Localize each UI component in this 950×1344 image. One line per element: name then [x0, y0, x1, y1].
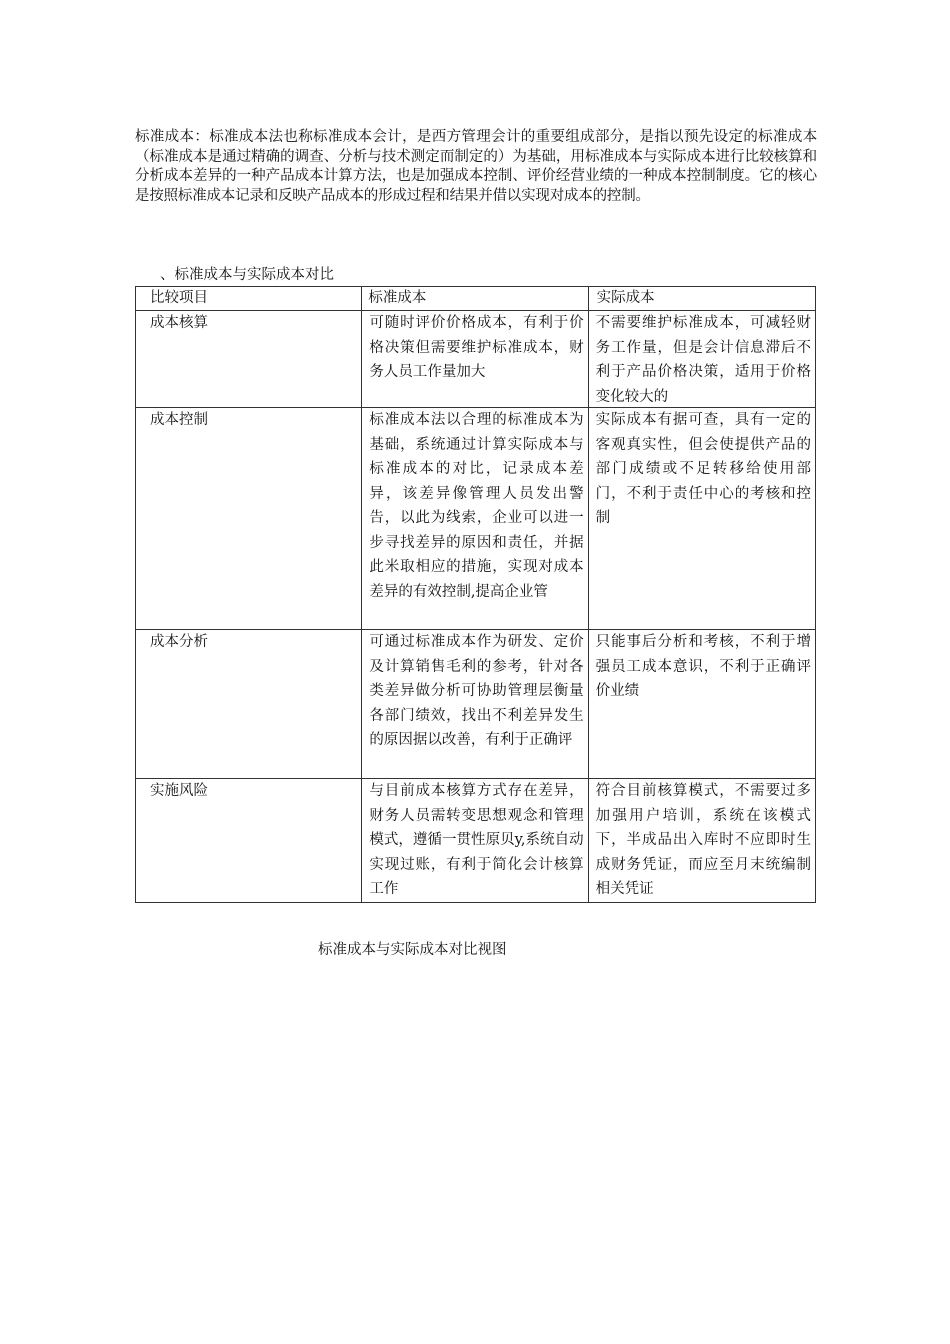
standard-cost-text: 标准成本法以合理的标准成本为基础，系统通过计算实际成本与标准成本的对比，记录成本差异，该差异像管理人员发出警告，以此为线索，企业可以进一步寻找差异的原因和责任，并据此米取相应的措施，实现对成本差异的有效控制,提高企业管 — [369, 412, 584, 600]
row-label: 实施风险 — [150, 783, 208, 799]
section-title: 、标准成本与实际成本对比 — [160, 267, 334, 283]
standard-cost-cell — [362, 630, 588, 779]
table-row — [136, 311, 816, 408]
table-header-row — [136, 287, 816, 311]
table-caption: 标准成本与实际成本对比视图 — [318, 942, 507, 958]
actual-cost-cell — [588, 311, 815, 408]
actual-cost-cell — [588, 630, 815, 779]
standard-cost-text: 与目前成本核算方式存在差异，财务人员需转变思想观念和管理模式，遵循一贯性原贝y,系统自动实现过账，有利于简化会计核算工作 — [369, 783, 584, 897]
row-label: 成本控制 — [150, 412, 208, 428]
header-actual-cost: 实际成本 — [588, 287, 815, 311]
header-standard-cost: 标准成本 — [362, 287, 588, 311]
intro-paragraph: 标准成本：标准成本法也称标准成本会计，是西方管理会计的重要组成部分，是指以预先设定的标准成本（标准成本是通过精确的调查、分析与技术测定而制定的）为基础，用标准成本与实际成本进行比较核算和分析成本差异的一种产品成本计算方法，也是加强成本控制、评价经营业绩的一种成本控制制度。它的核心是按照标准成本记录和反映产品成本的形成过程和结果并借以实现对成本的控制。 — [135, 129, 817, 204]
actual-cost-text: 只能事后分析和考核，不利于增强员工成本意识，不利于正确评价业绩 — [595, 634, 811, 699]
header-item: 比较项目 — [136, 287, 362, 311]
table-row — [136, 630, 816, 779]
row-label-cell — [136, 311, 362, 408]
comparison-table — [135, 286, 816, 903]
standard-cost-text: 可通过标准成本作为研发、定价及计算销售毛利的参考，针对各类差异做分析可协助管理层衡量各部门绩效，找出不利差异发生的原因据以改善，有利于正确评 — [369, 634, 584, 748]
table-row — [136, 408, 816, 630]
row-label: 成本核算 — [150, 315, 208, 331]
row-label-cell — [136, 630, 362, 779]
actual-cost-text: 符合目前核算模式，不需要过多加强用户培训，系统在该模式下，半成品出入库时不应即时生成财务凭证，而应至月末统编制相关凭证 — [595, 783, 811, 897]
table-row — [136, 779, 816, 903]
standard-cost-text: 可随时评价价格成本，有利于价格决策但需要维护标准成本，财务人员工作量加大 — [369, 315, 584, 380]
row-label: 成本分析 — [150, 634, 208, 650]
actual-cost-cell — [588, 779, 815, 903]
standard-cost-cell — [362, 311, 588, 408]
actual-cost-text: 不需要维护标准成本，可减轻财务工作量，但是会计信息滞后不利于产品价格决策，适用于价格变化较大的 — [595, 315, 811, 405]
actual-cost-cell — [588, 408, 815, 630]
row-label-cell — [136, 779, 362, 903]
actual-cost-text: 实际成本有据可查，具有一定的客观真实性，但会使提供产品的部门成绩或不足转移给使用部门，不利于责任中心的考核和控制 — [595, 412, 811, 526]
row-label-cell — [136, 408, 362, 630]
standard-cost-cell — [362, 779, 588, 903]
standard-cost-cell — [362, 408, 588, 630]
